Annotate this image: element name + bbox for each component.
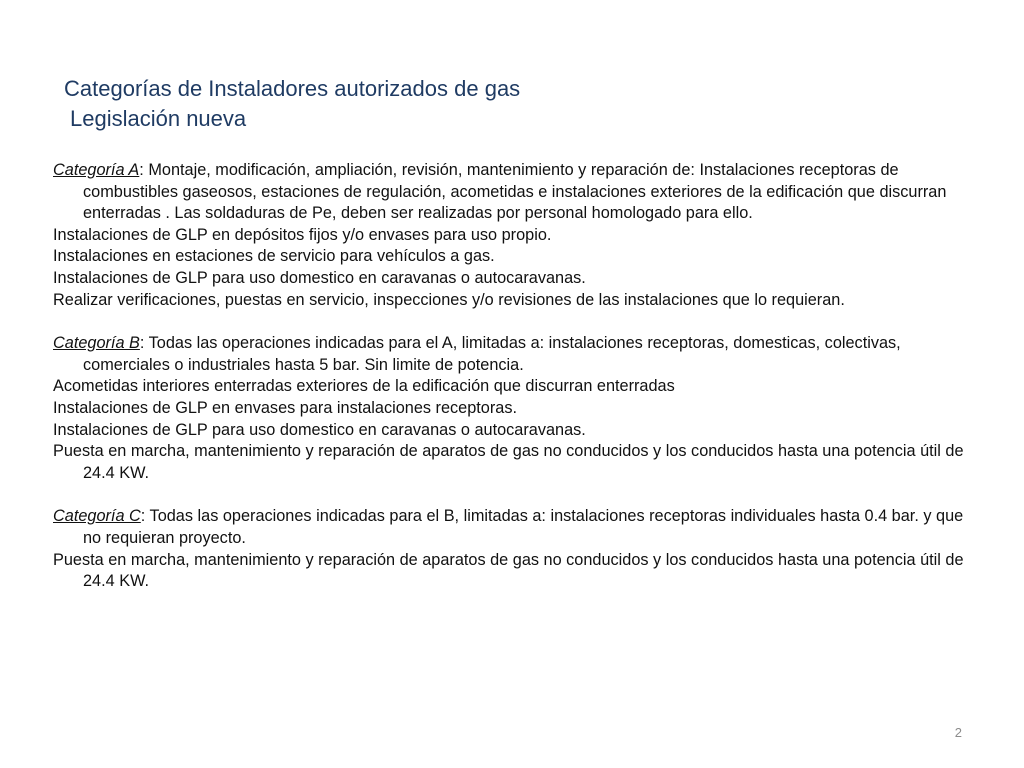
- spacer: [53, 311, 983, 333]
- page-number: 2: [954, 725, 962, 740]
- category-a-intro: [53, 160, 983, 225]
- category-b-item: Instalaciones de GLP para uso domestico en caravanas o autocaravanas.: [53, 420, 586, 439]
- category-a-item: Instalaciones de GLP para uso domestico en caravanas o autocaravanas.: [53, 268, 586, 287]
- category-a-item: Realizar verificaciones, puestas en servicio, inspecciones y/o revisiones de las instalaciones que lo requieran.: [53, 290, 845, 309]
- category-c-item: Puesta en marcha, mantenimiento y reparación de aparatos de gas no conducidos y los conducidos hasta una potencia útil de 24.4 KW.: [53, 550, 964, 591]
- category-a-item: Instalaciones en estaciones de servicio para vehículos a gas.: [53, 247, 495, 266]
- title-line-2: Legislación nueva: [70, 106, 247, 131]
- category-c-label: Categoría C: [53, 507, 141, 526]
- spacer: [53, 484, 983, 506]
- category-b-intro: [53, 333, 983, 376]
- category-a-label: Categoría A: [53, 161, 140, 179]
- category-b-item: Acometidas interiores enterradas exteriores de la edificación que discurran enterradas: [53, 377, 675, 396]
- category-a-intro-text: : Montaje, modificación, ampliación, revisión, mantenimiento y reparación de: Instalaciones receptoras de combustibles gaseosos, estaciones de regulación, acometidas e instalaciones exteriores de la edificación que discurran enterradas . Las soldaduras de Pe, deben ser realizadas por personal homologado para ello.: [83, 161, 947, 223]
- category-b-label: Categoría B: [53, 334, 140, 353]
- category-c-intro-text: : Todas las operaciones indicadas para el B, limitadas a: instalaciones receptoras individuales hasta 0.4 bar. y que no requieran proyecto.: [83, 507, 964, 547]
- slide-title: [64, 74, 964, 134]
- category-b-item: Instalaciones de GLP en envases para instalaciones receptoras.: [53, 398, 517, 417]
- category-b-intro-text: : Todas las operaciones indicadas para el A, limitadas a: instalaciones receptoras, domesticas, colectivas, comerciales o industriales hasta 5 bar. Sin limite de potencia.: [83, 334, 901, 374]
- category-c-intro: [53, 506, 983, 549]
- category-b-item: Puesta en marcha, mantenimiento y reparación de aparatos de gas no conducidos y los conducidos hasta una potencia útil de 24.4 KW.: [53, 442, 964, 482]
- title-line-1: Categorías de Instaladores autorizados de gas: [64, 76, 521, 101]
- category-a-item: Instalaciones de GLP en depósitos fijos y/o envases para uso propio.: [53, 225, 552, 244]
- slide-body: [53, 160, 983, 593]
